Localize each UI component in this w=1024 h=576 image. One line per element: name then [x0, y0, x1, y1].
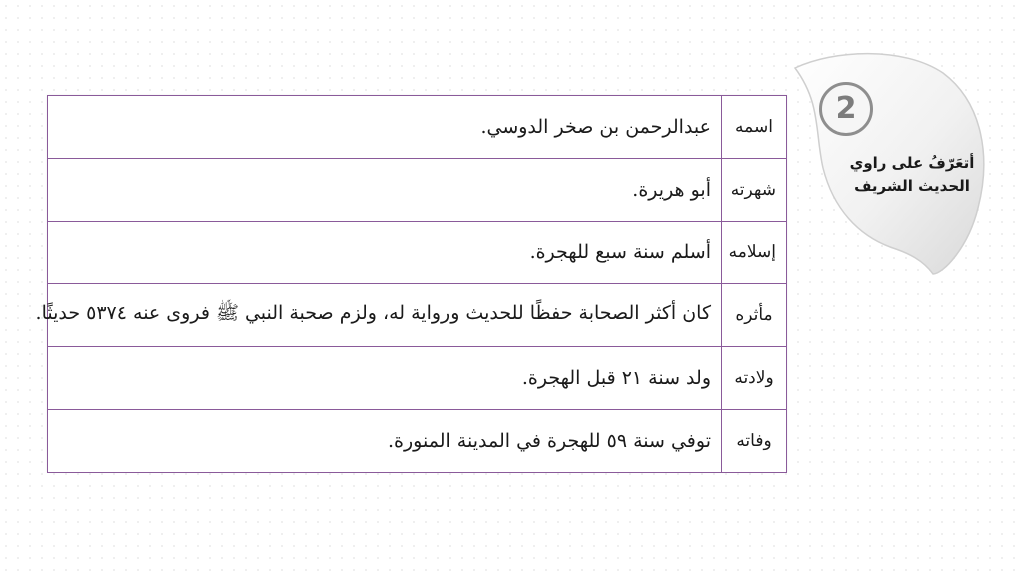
table-row-islam: [48, 221, 787, 284]
section-title-line1: أتعَرّفُ على راوي: [849, 154, 975, 172]
row-label: شهرته: [722, 158, 787, 221]
table-row-name: [48, 96, 787, 159]
row-value: كان أكثر الصحابة حفظًا للحديث ورواية له، ولزم صحبة النبي ﷺ فروى عنه ٥٣٧٤ حديثًا.: [48, 284, 722, 347]
row-value: أبو هريرة.: [48, 158, 722, 221]
section-title-line2: الحديث الشريف: [854, 177, 970, 195]
section-title: [837, 152, 987, 198]
table-row-birth: [48, 347, 787, 410]
section-number: 2: [819, 82, 873, 136]
row-label: مأثره: [722, 284, 787, 347]
bio-table: [35, 95, 787, 473]
table-row-merits: [48, 284, 787, 347]
row-value: ولد سنة ٢١ قبل الهجرة.: [48, 347, 722, 410]
narrator-bio-table: [35, 95, 787, 472]
row-value: توفي سنة ٥٩ للهجرة في المدينة المنورة.: [48, 409, 722, 472]
row-label: اسمه: [722, 96, 787, 159]
row-label: وفاته: [722, 409, 787, 472]
row-label: إسلامه: [722, 221, 787, 284]
row-value: عبدالرحمن بن صخر الدوسي.: [48, 96, 722, 159]
section-badge: [793, 48, 993, 276]
row-label: ولادته: [722, 347, 787, 410]
table-row-death: [48, 409, 787, 472]
row-value: أسلم سنة سبع للهجرة.: [48, 221, 722, 284]
table-row-fame: [48, 158, 787, 221]
